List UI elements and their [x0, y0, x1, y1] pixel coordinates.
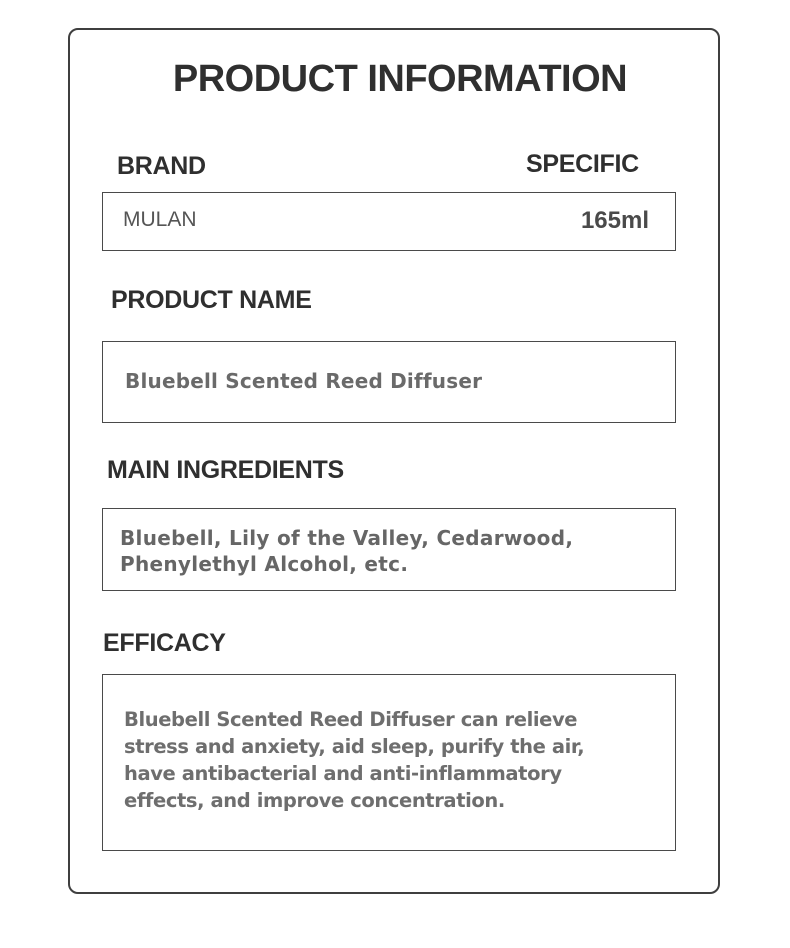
- efficacy-box: [102, 674, 676, 851]
- efficacy-label: EFFICACY: [103, 629, 226, 657]
- ingredients-line: Bluebell, Lily of the Valley, Cedarwood,: [120, 526, 574, 550]
- specific-label: SPECIFIC: [526, 150, 639, 178]
- efficacy-line: Bluebell Scented Reed Diffuser can relieve: [124, 708, 578, 731]
- main-ingredients-value: [120, 525, 573, 577]
- brand-value: MULAN: [123, 208, 197, 231]
- efficacy-line: have antibacterial and anti-inflammatory: [124, 762, 562, 785]
- specific-value: 165ml: [580, 207, 649, 234]
- ingredients-line: Phenylethyl Alcohol, etc.: [120, 552, 409, 576]
- main-ingredients-label: MAIN INGREDIENTS: [107, 456, 344, 484]
- product-name-box: [102, 341, 676, 423]
- efficacy-value: [124, 706, 669, 814]
- brand-specific-box: [102, 192, 676, 251]
- efficacy-line: effects, and improve concentration.: [124, 789, 505, 812]
- brand-label: BRAND: [117, 152, 206, 180]
- main-ingredients-box: [102, 508, 676, 591]
- product-name-value: Bluebell Scented Reed Diffuser: [125, 369, 483, 393]
- efficacy-line: stress and anxiety, aid sleep, purify the air,: [124, 735, 585, 758]
- page-title: PRODUCT INFORMATION: [172, 58, 628, 100]
- product-name-label: PRODUCT NAME: [111, 286, 312, 314]
